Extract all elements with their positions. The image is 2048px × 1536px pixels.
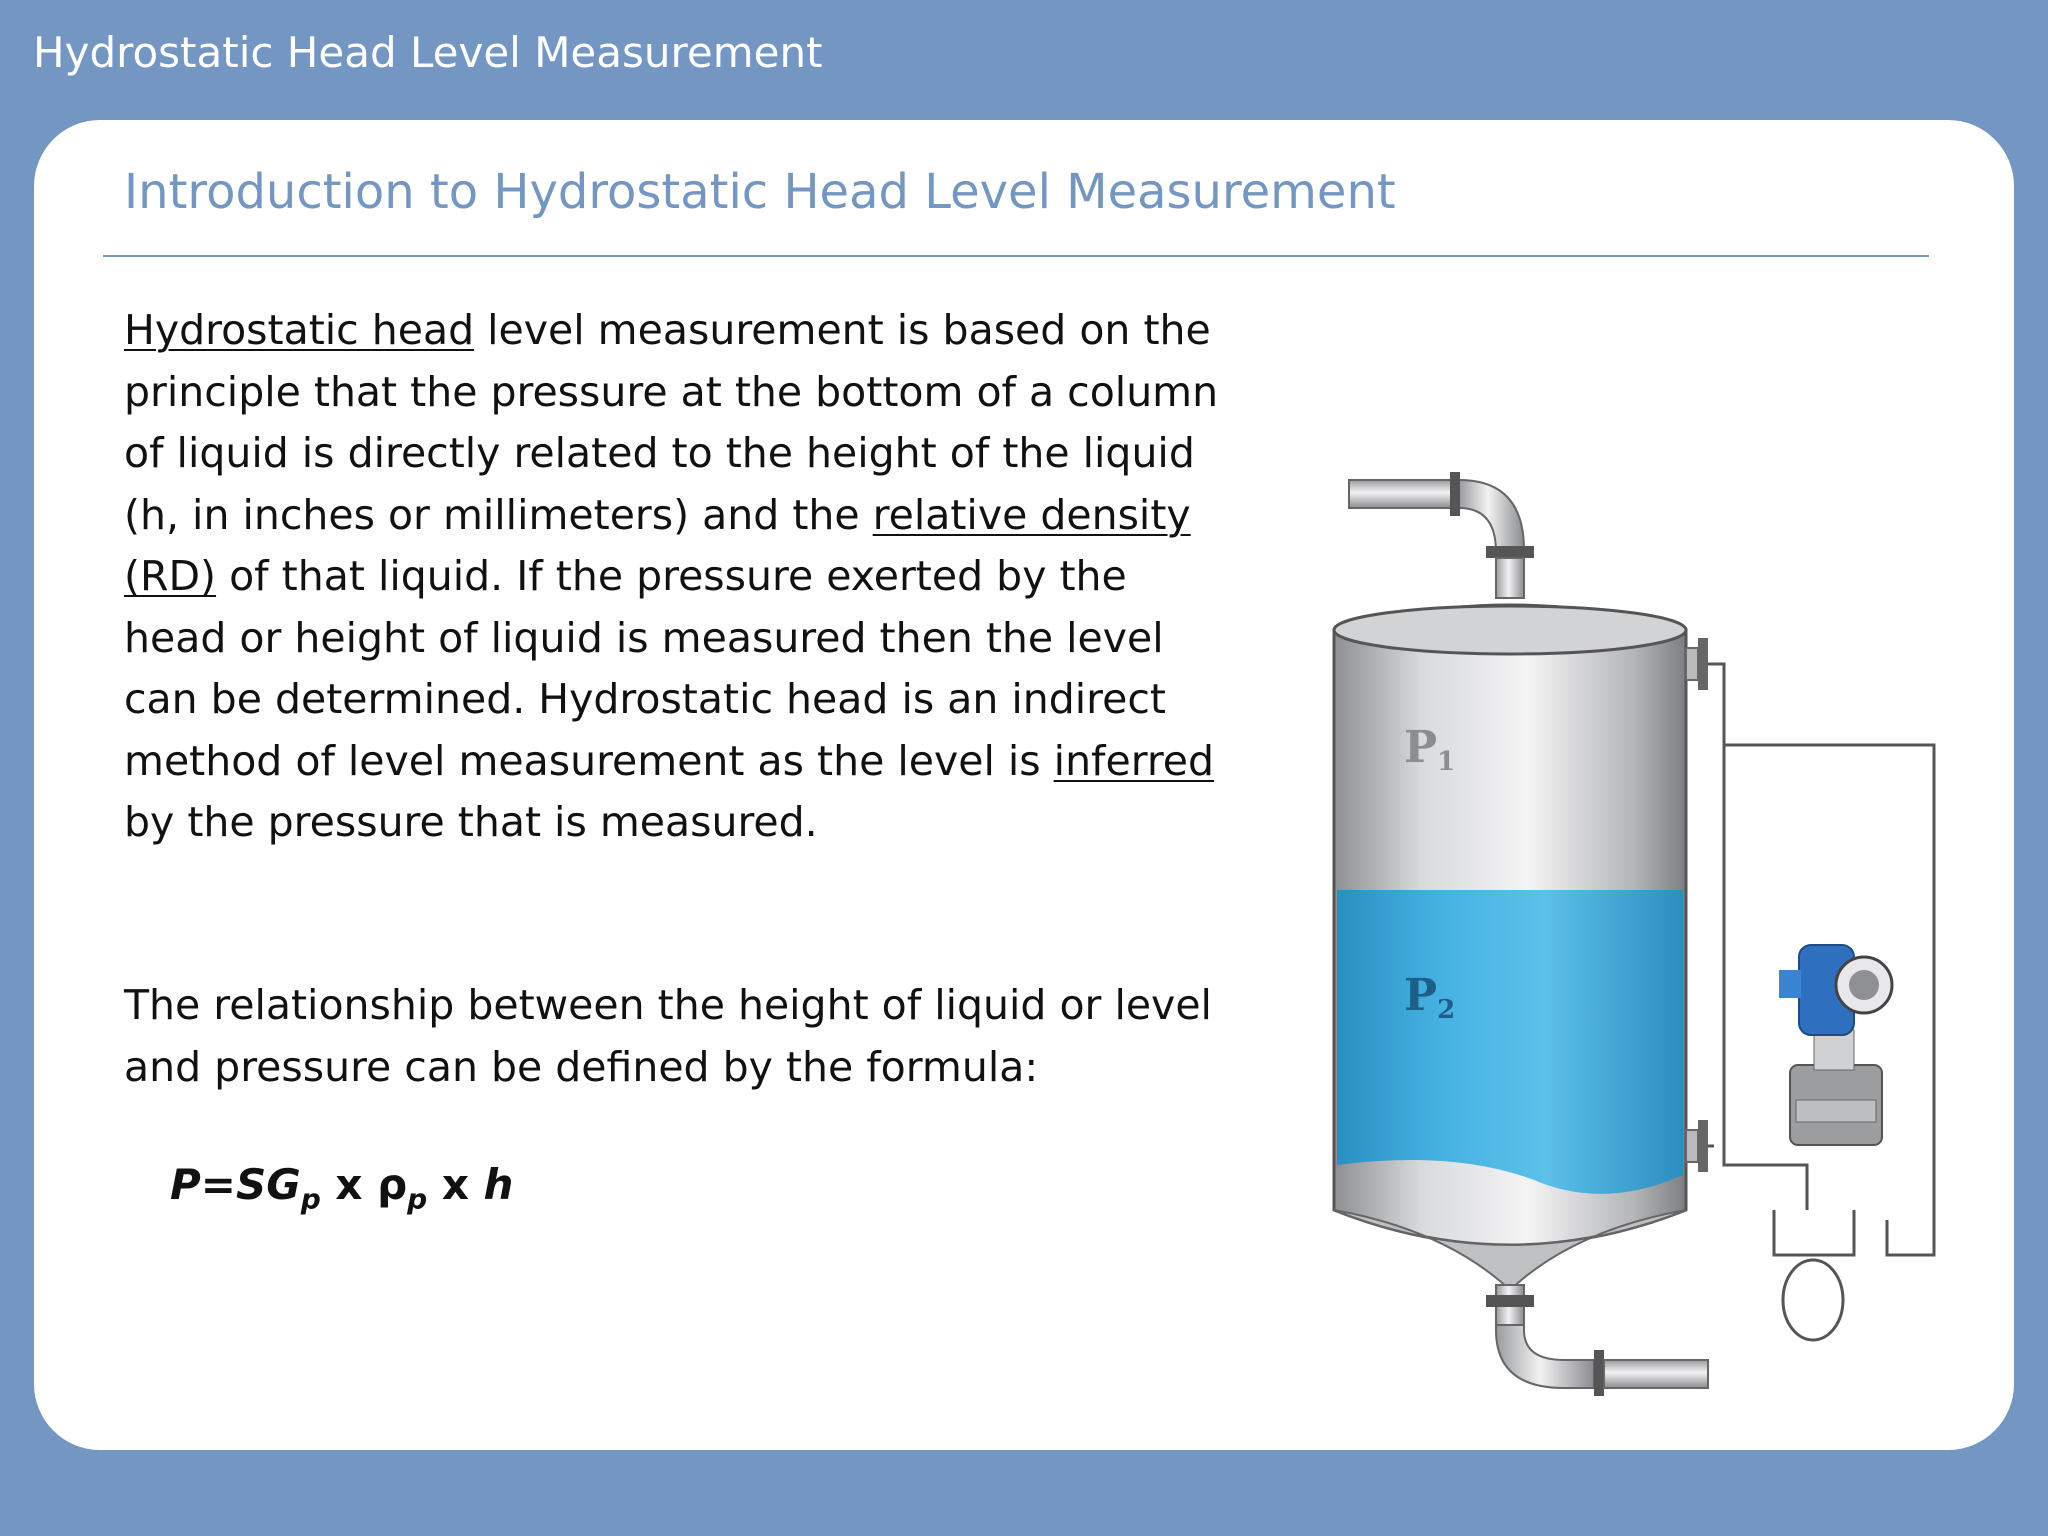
tank xyxy=(1334,605,1686,1290)
siphon-loop xyxy=(1783,1260,1843,1340)
lower-tap xyxy=(1686,1120,1708,1172)
formula-operator: x xyxy=(427,1160,484,1209)
formula-sub-rho: p xyxy=(407,1182,428,1216)
label-p2-letter: P xyxy=(1404,970,1438,1021)
link-hydrostatic-head[interactable]: Hydrostatic head xyxy=(124,306,475,354)
formula-height: h xyxy=(483,1160,514,1209)
intro-paragraph xyxy=(124,300,1234,854)
formula-rho: x ρ xyxy=(320,1160,408,1209)
formula-lhs: P=SG xyxy=(170,1160,301,1209)
content-panel xyxy=(34,120,2014,1450)
inlet-pipe xyxy=(1349,472,1534,598)
label-p1-letter: P xyxy=(1404,722,1438,773)
intro-text-3: by the pressure that is measured. xyxy=(124,798,818,846)
upper-tap xyxy=(1686,638,1708,690)
link-inferred[interactable]: inferred xyxy=(1053,736,1215,785)
pressure-formula xyxy=(170,1160,513,1215)
pressure-transmitter xyxy=(1779,945,1892,1145)
link-relative-density[interactable]: relative density (RD) xyxy=(124,490,1191,600)
label-p1-sub: 1 xyxy=(1437,747,1456,777)
tank-diagram xyxy=(1274,330,1974,1430)
heading-divider xyxy=(103,255,1929,257)
slide-title: Hydrostatic Head Level Measurement xyxy=(33,28,823,77)
intro-text-1: level measurement is based on the principle that the pressure at the bottom of a column of liquid is directly related to the height of the liquid (h, in inches or millimeters) and the xyxy=(124,306,1219,539)
outlet-pipe xyxy=(1486,1285,1708,1396)
liquid xyxy=(1337,890,1683,1194)
formula-sub-sg: p xyxy=(300,1182,321,1216)
label-p2-sub: 2 xyxy=(1437,995,1456,1025)
formula-intro-paragraph: The relationship between the height of liquid or level and pressure can be defined by the formula: xyxy=(124,981,1212,1091)
intro-text-2: of that liquid. If the pressure exerted by the head or height of liquid is measured then the level can be determined. Hydrostatic head is an indirect method of level measurement as the level is xyxy=(124,552,1166,785)
section-heading: Introduction to Hydrostatic Head Level Measurement xyxy=(124,164,1396,220)
